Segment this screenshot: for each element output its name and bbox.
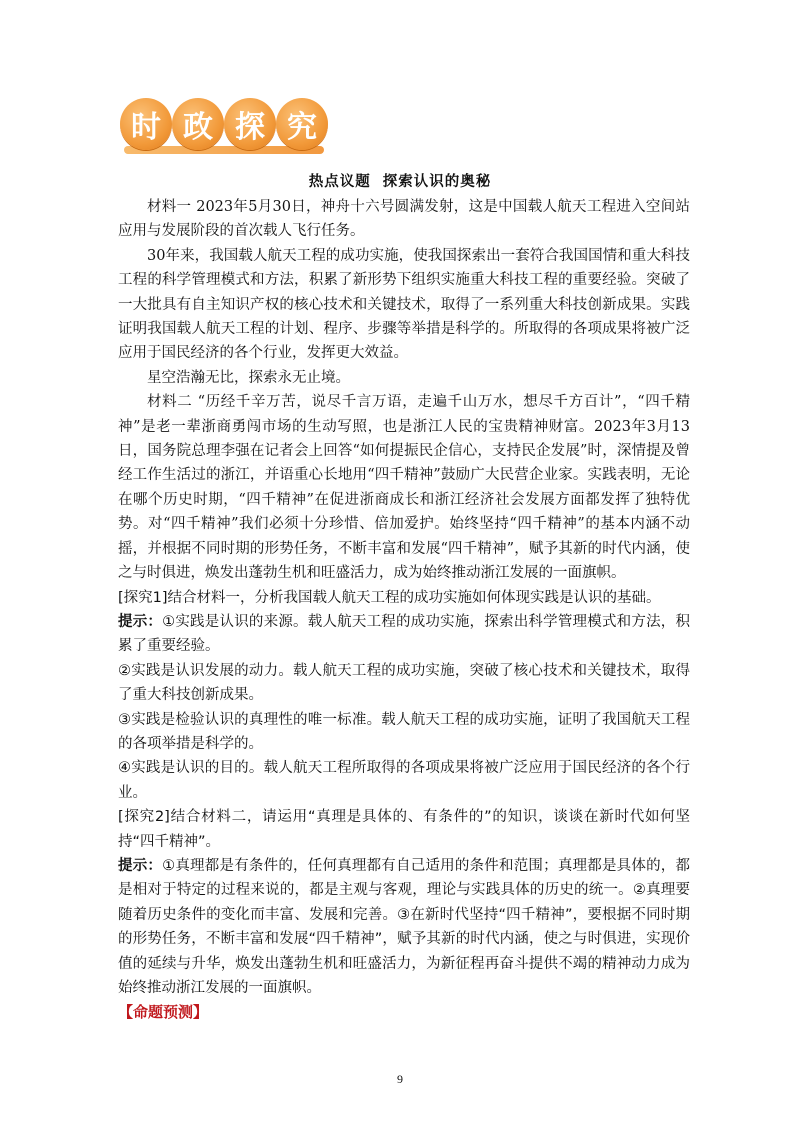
- explore2-answer: [118, 854, 690, 1000]
- explore2-answer-text: ①真理都是有条件的，任何真理都有自己适用的条件和范围；真理都是具体的，都是相对于特定的过程来说的，都是主观与客观，理论与实践具体的历史的统一。②真理要随着历史条件的变化而丰富、发展和完善。③在新时代坚持“四千精神”，要根据不同时期的形势任务，不断丰富和发展“四千精神”，赋予其新的时代内涵，使之与时俱进，实现价值的延续与升华，焕发出蓬勃生机和旺盛活力，为新征程再奋斗提供不竭的精神动力成为始终推动浙江发展的一面旗帜。: [118, 857, 691, 996]
- explore1-hint-point1: [118, 610, 690, 659]
- explore2-hint-label: 提示：: [118, 857, 163, 874]
- explore1-hint-label: 提示：: [118, 613, 163, 630]
- title-topic: 热点议题: [308, 173, 371, 190]
- material1-para2: 30年来，我国载人航天工程的成功实施，使我国探索出一套符合我国国情和重大科技工程的科学管理模式和方法，积累了新形势下组织实施重大科技工程的重要经验。突破了一大批具有自主知识产权的核心技术和关键技术，取得了一系列重大科技创新成果。实践证明我国载人航天工程的计划、程序、步骤等举措是科学的。所取得的各项成果将被广泛应用于国民经济的各个行业，发挥更大效益。: [118, 247, 690, 362]
- badge-char-1: 时: [120, 98, 172, 150]
- material2-para: 材料二 “历经千辛万苦，说尽千言万语，走遍千山万水，想尽千方百计”，“四千精神”是老一辈浙商勇闯市场的生动写照，也是浙江人民的宝贵精神财富。2023年3月13日，国务院总理李强在记者会上回答“如何提振民企信心，支持民企发展”时，深情提及曾经工作生活过的浙江，并语重心长地用“四千精神”鼓励广大民营企业家。实践表明，无论在哪个历史时期，“四千精神”在促进浙商成长和浙江经济社会发展方面都发挥了独特优势。对“四千精神”我们必须十分珍惜、倍加爱护。始终坚持“四千精神”的基本内涵不动摇，并根据不同时期的形势任务，不断丰富和发展“四千精神”，赋予其新的时代内涵，使之与时俱进，焕发出蓬勃生机和旺盛活力，成为始终推动浙江发展的一面旗帜。: [118, 394, 690, 582]
- article-body: [118, 195, 690, 1025]
- badge-char-2: 政: [172, 98, 224, 150]
- explore1-question: [探究1]结合材料一，分析我国载人航天工程的成功实施如何体现实践是认识的基础。: [118, 589, 661, 606]
- badge-char-3: 探: [224, 98, 276, 150]
- explore1-point1-text: ①实践是认识的来源。载人航天工程的成功实施，探索出科学管理模式和方法，积累了重要经验。: [118, 613, 691, 655]
- material1-para1: 材料一 2023年5月30日，神舟十六号圆满发射，这是中国载人航天工程进入空间站应用与发展阶段的首次载人飞行任务。: [118, 199, 690, 240]
- explore1-hint-point3: ③实践是检验认识的真理性的唯一标准。载人航天工程的成功实施，证明了我国航天工程的各项举措是科学的。: [118, 711, 690, 752]
- page-title: [0, 170, 800, 191]
- explore2-question: [探究2]结合材料二，请运用“真理是具体的、有条件的”的知识，谈谈在新时代如何坚持“四千精神”。: [118, 809, 690, 850]
- explore1-hint-point4: ④实践是认识的目的。载人航天工程所取得的各项成果将被广泛应用于国民经济的各个行业。: [118, 760, 690, 801]
- title-subject: 探索认识的奥秘: [382, 173, 492, 190]
- section-label: 【命题预测】: [118, 1003, 209, 1022]
- material1-para3: 星空浩瀚无比，探索永无止境。: [147, 369, 350, 386]
- page-number: 9: [397, 1072, 403, 1086]
- explore1-hint-point2: ②实践是认识发展的动力。载人航天工程的成功实施，突破了核心技术和关键技术，取得了重大科技创新成果。: [118, 662, 690, 704]
- shizheng-tanjiu-badge: [120, 92, 332, 160]
- badge-char-4: 究: [276, 98, 328, 150]
